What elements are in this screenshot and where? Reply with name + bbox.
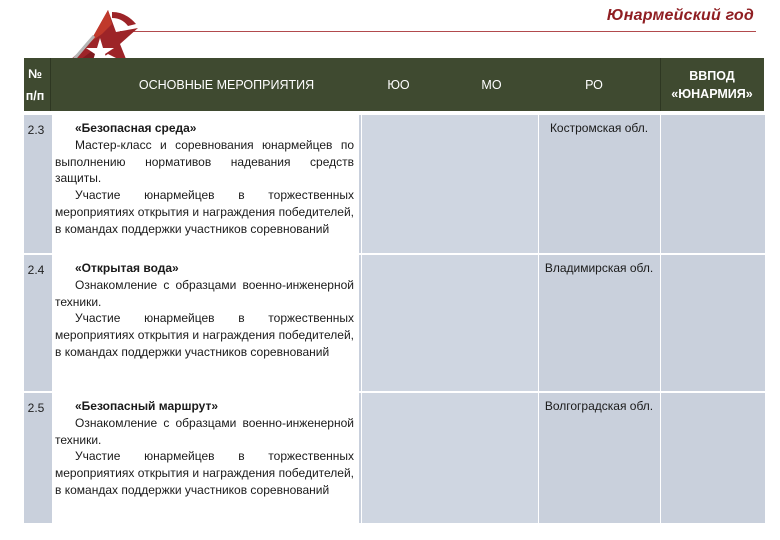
vvpod-cell [660,393,765,523]
column-header-main-events: ОСНОВНЫЕ МЕРОПРИЯТИЯ [138,77,315,92]
header-divider [50,58,51,111]
row-number: 2.4 [27,263,45,277]
column-header-number-line2: п/п [25,88,45,103]
event-title: «Открытая вода» [75,261,179,275]
vvpod-cell [660,255,765,391]
row-number: 2.5 [27,401,45,415]
table-row [24,393,764,523]
yuo-mo-cell [361,115,539,253]
event-paragraph: Мастер-класс и соревнования юнармейцев по выполнению нормативов надевания средств защиты. [55,137,354,186]
event-paragraph: Участие юнармейцев в торжественных мероприятиях открытия и награждения победителей, в командах поддержки участников соревнований [55,311,354,359]
row-number: 2.3 [27,123,45,137]
ro-region: Волгоградская обл. [544,399,654,413]
yuo-mo-cell [361,393,539,523]
table-row [24,115,764,253]
yuo-mo-cell [361,255,539,391]
column-header-vvpod-line2: «ЮНАРМИЯ» [671,86,753,101]
event-paragraph: Участие юнармейцев в торжественных мероприятиях открытия и награждения победителей, в командах поддержки участников соревнований [55,449,354,497]
column-header-vvpod [662,58,762,111]
column-header-number [24,58,46,111]
ro-region: Костромская обл. [549,121,649,135]
page-title: Юнармейский год [606,7,754,24]
ro-cell [538,393,659,523]
event-title: «Безопасный маршрут» [75,399,219,413]
event-description-cell [52,255,359,391]
header-divider [660,58,661,111]
event-paragraph: Ознакомление с образцами военно-инженерной техники. [55,277,354,309]
event-paragraph: Ознакомление с образцами военно-инженерной техники. [55,415,354,447]
table-header [24,58,764,111]
ro-cell [538,115,659,253]
event-title: «Безопасная среда» [75,121,197,135]
vvpod-cell [660,115,765,253]
table-row [24,255,764,391]
event-description-cell [52,115,359,253]
column-header-yuo: ЮО [387,77,410,92]
ro-cell [538,255,659,391]
column-header-ro: РО [585,77,603,92]
column-header-vvpod-line1: ВВПОД [689,68,735,83]
event-description-cell [52,393,359,523]
title-divider [120,31,756,32]
column-header-mo: МО [481,77,502,92]
column-header-number-line1: № [28,66,42,81]
ro-region: Владимирская обл. [544,261,654,275]
event-paragraph: Участие юнармейцев в торжественных мероприятиях открытия и награждения победителей, в командах поддержки участников соревнований [55,188,354,236]
